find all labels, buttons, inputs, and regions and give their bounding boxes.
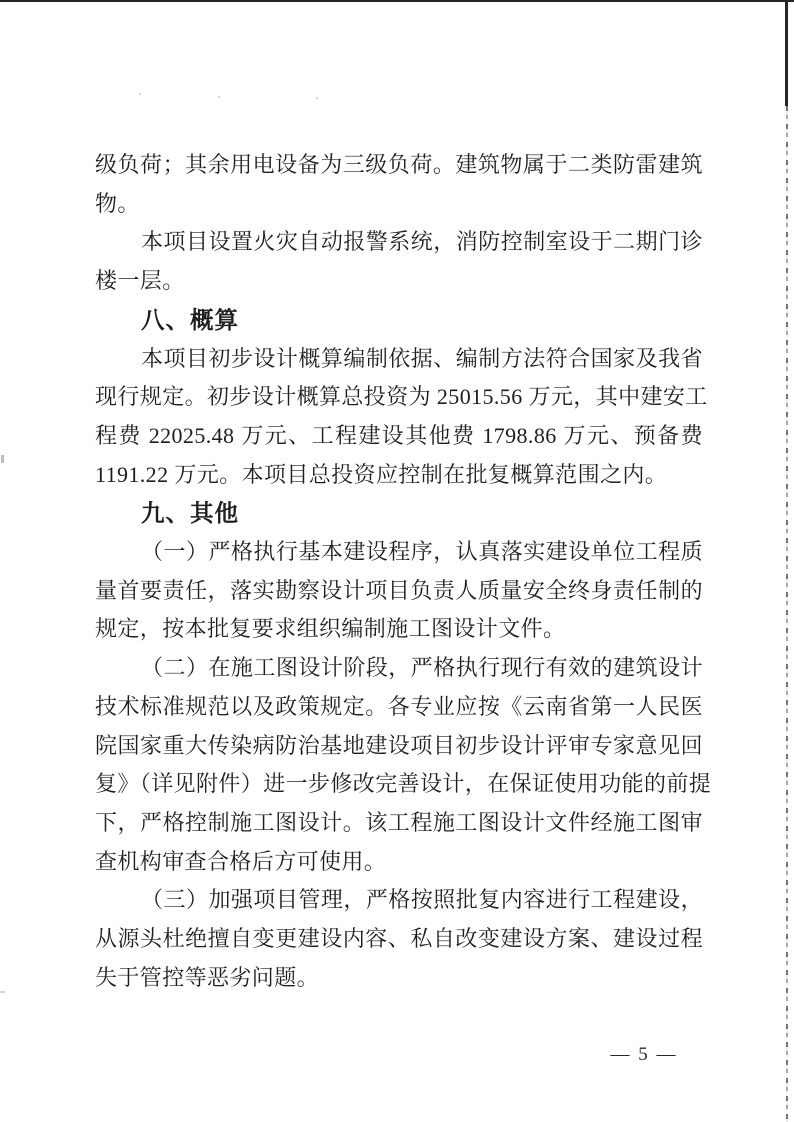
- document-body: [95, 146, 712, 997]
- text-line: 从源头杜绝擅自变更建设内容、私自改变建设方案、建设过程: [95, 926, 703, 952]
- text-line: 级负荷；其余用电设备为三级负荷。建筑物属于二类防雷建筑: [95, 152, 703, 177]
- text-line: 院国家重大传染病防治基地建设项目初步设计评审专家意见回: [95, 732, 703, 758]
- scan-noise-speck: [139, 93, 141, 95]
- section-heading: 八、概算: [141, 306, 239, 333]
- text-line: 1191.22 万元。本项目总投资应控制在批复概算范围之内。: [95, 461, 668, 487]
- text-line: 现行规定。初步设计概算总投资为 25015.56 万元，其中建安工: [95, 384, 708, 410]
- text-line: 楼一层。: [95, 268, 185, 294]
- text-line: 查机构审查合格后方可使用。: [95, 848, 387, 874]
- text-line: 本项目设置火灾自动报警系统，消防控制室设于二期门诊: [141, 229, 703, 255]
- scan-noise-speck: [218, 96, 220, 98]
- scan-noise-speck: [1, 455, 4, 463]
- text-line: 程费 22025.48 万元、工程建设其他费 1798.86 万元、预备费: [95, 422, 703, 448]
- text-line: （一）严格执行基本建设程序，认真落实建设单位工程质: [141, 539, 703, 565]
- text-line: 规定，按本批复要求组织编制施工图设计文件。: [95, 616, 566, 642]
- scan-right-edge-line-dashed: [786, 106, 788, 1122]
- page-number: — 5 —: [610, 1044, 678, 1065]
- text-line: （三）加强项目管理，严格按照批复内容进行工程建设，: [141, 887, 703, 913]
- scan-noise-speck: [316, 97, 318, 99]
- text-line: 复》（详见附件）进一步修改完善设计，在保证使用功能的前提: [95, 771, 712, 797]
- text-line: 本项目初步设计概算编制依据、编制方法符合国家及我省: [141, 345, 703, 371]
- section-heading: 九、其他: [141, 500, 239, 527]
- text-line: 失于管控等恶劣问题。: [95, 964, 320, 990]
- scan-top-edge-line: [0, 0, 794, 2]
- text-line: 物。: [95, 190, 140, 216]
- text-line: 量首要责任，落实勘察设计项目负责人质量安全终身责任制的: [95, 577, 703, 603]
- text-line: 技术标准规范以及政策规定。各专业应按《云南省第一人民医: [95, 693, 703, 719]
- scan-right-edge-line-solid: [785, 0, 788, 106]
- text-line: （二）在施工图设计阶段，严格执行现行有效的建筑设计: [141, 655, 703, 681]
- scan-noise-speck: [0, 991, 5, 993]
- text-line: 下，严格控制施工图设计。该工程施工图设计文件经施工图审: [95, 809, 703, 835]
